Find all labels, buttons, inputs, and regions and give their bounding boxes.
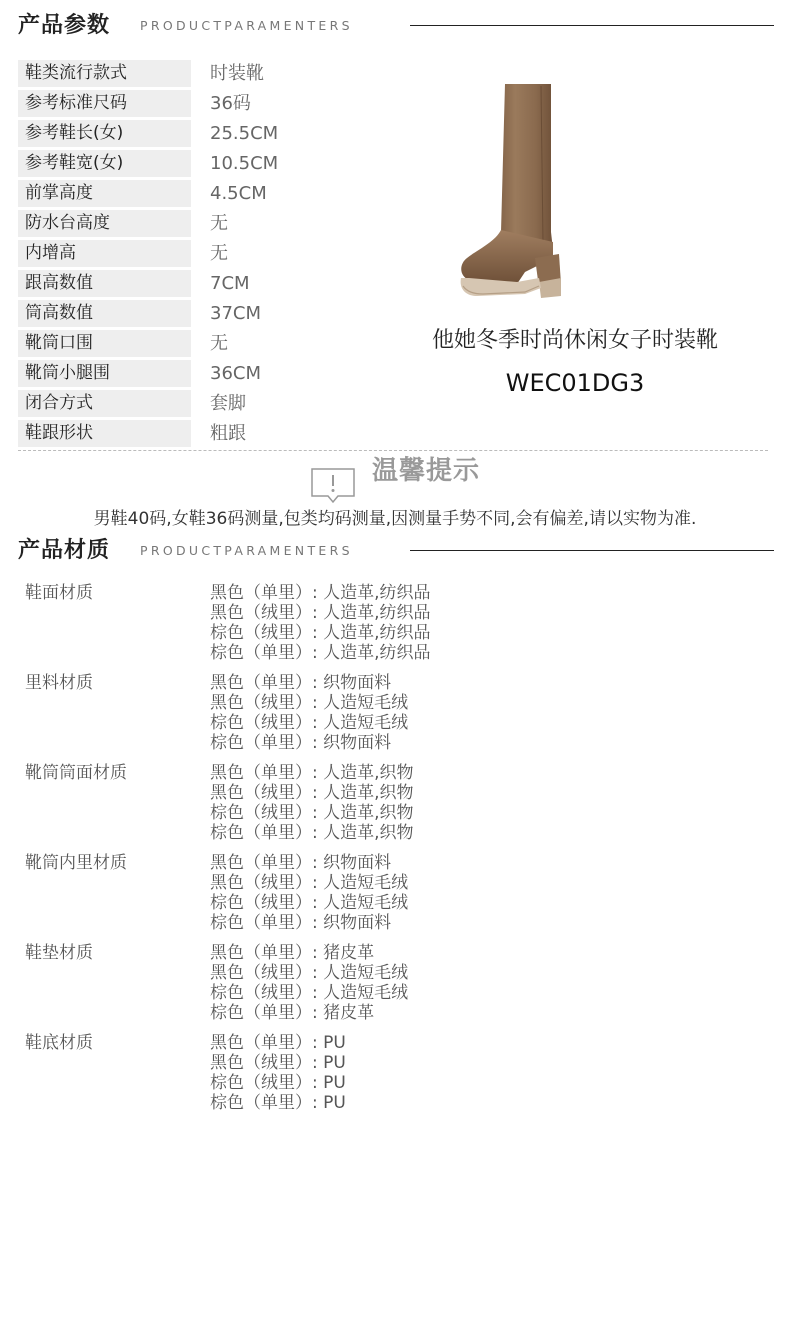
section-title: 产品材质 [18, 538, 111, 563]
param-value: 套脚 [210, 393, 246, 414]
material-line: 黑色（绒里）: 人造短毛绒 [210, 963, 409, 983]
param-label: 闭合方式 [18, 390, 191, 417]
material-line: 黑色（单里）: 人造革,织物 [210, 763, 414, 783]
param-value: 时装靴 [210, 63, 264, 84]
boot-image [455, 82, 570, 302]
param-label: 鞋跟形状 [18, 420, 191, 447]
param-value: 36CM [210, 363, 262, 384]
notice-title: 温馨提示 [372, 456, 481, 486]
material-line: 黑色（绒里）: 人造短毛绒 [210, 873, 409, 893]
section-divider [410, 550, 774, 551]
dashed-divider [18, 450, 768, 451]
notice-text: 男鞋40码,女鞋36码测量,包类均码测量,因测量手势不同,会有偏差,请以实物为准. [93, 509, 697, 529]
material-line: 黑色（绒里）: 人造短毛绒 [210, 693, 409, 713]
material-line: 黑色（绒里）: 人造革,纺织品 [210, 603, 431, 623]
param-value: 无 [210, 243, 228, 264]
param-value: 无 [210, 333, 228, 354]
param-value: 36码 [210, 93, 251, 114]
param-value: 10.5CM [210, 153, 279, 174]
param-label: 跟高数值 [18, 270, 191, 297]
param-label: 内增高 [18, 240, 191, 267]
material-line: 棕色（单里）: PU [210, 1093, 346, 1113]
param-label: 靴筒小腿围 [18, 360, 191, 387]
param-row [18, 150, 398, 177]
param-row [18, 90, 398, 117]
material-label: 里料材质 [25, 673, 93, 693]
exclamation-bubble-icon [311, 468, 355, 504]
param-value: 无 [210, 213, 228, 234]
section-title: 产品参数 [18, 13, 111, 38]
material-line: 棕色（绒里）: 人造革,纺织品 [210, 623, 431, 643]
param-label: 鞋类流行款式 [18, 60, 191, 87]
section-header-params [18, 11, 774, 41]
section-divider [410, 25, 774, 26]
material-line: 棕色（单里）: 织物面料 [210, 733, 392, 753]
material-line: 棕色（绒里）: 人造短毛绒 [210, 983, 409, 1003]
param-value: 37CM [210, 303, 262, 324]
material-label: 鞋底材质 [25, 1033, 93, 1053]
param-value: 7CM [210, 273, 250, 294]
material-line: 黑色（单里）: PU [210, 1033, 346, 1053]
material-line: 黑色（单里）: 织物面料 [210, 853, 392, 873]
material-line: 棕色（绒里）: 人造短毛绒 [210, 893, 409, 913]
section-subtitle: PRODUCTPARAMENTERS [140, 18, 353, 33]
param-row [18, 360, 398, 387]
param-row [18, 330, 398, 357]
section-header-materials [18, 536, 774, 566]
section-subtitle: PRODUCTPARAMENTERS [140, 543, 353, 558]
param-row [18, 120, 398, 147]
param-label: 防水台高度 [18, 210, 191, 237]
material-label: 靴筒内里材质 [25, 853, 127, 873]
param-row [18, 240, 398, 267]
material-line: 棕色（单里）: 人造革,织物 [210, 823, 414, 843]
param-label: 参考鞋宽(女) [18, 150, 191, 177]
material-line: 黑色（单里）: 人造革,纺织品 [210, 583, 431, 603]
material-label: 靴筒筒面材质 [25, 763, 127, 783]
param-label: 前掌高度 [18, 180, 191, 207]
material-line: 棕色（单里）: 猪皮革 [210, 1003, 375, 1023]
param-row [18, 390, 398, 417]
param-label: 筒高数值 [18, 300, 191, 327]
product-name: 他她冬季时尚休闲女子时装靴 [431, 328, 718, 353]
material-line: 棕色（单里）: 织物面料 [210, 913, 392, 933]
param-row [18, 300, 398, 327]
material-line: 棕色（绒里）: 人造短毛绒 [210, 713, 409, 733]
param-row [18, 180, 398, 207]
param-row [18, 60, 398, 87]
material-line: 棕色（单里）: 人造革,纺织品 [210, 643, 431, 663]
param-label: 参考鞋长(女) [18, 120, 191, 147]
product-code: WEC01DG3 [505, 369, 645, 397]
param-value: 粗跟 [210, 423, 246, 444]
material-line: 棕色（绒里）: 人造革,织物 [210, 803, 414, 823]
material-line: 黑色（绒里）: PU [210, 1053, 346, 1073]
material-label: 鞋垫材质 [25, 943, 93, 963]
material-line: 黑色（单里）: 织物面料 [210, 673, 392, 693]
param-label: 靴筒口围 [18, 330, 191, 357]
material-line: 黑色（单里）: 猪皮革 [210, 943, 375, 963]
param-row [18, 210, 398, 237]
param-value: 25.5CM [210, 123, 279, 144]
param-row [18, 270, 398, 297]
material-line: 黑色（绒里）: 人造革,织物 [210, 783, 414, 803]
material-line: 棕色（绒里）: PU [210, 1073, 346, 1093]
param-label: 参考标准尺码 [18, 90, 191, 117]
material-label: 鞋面材质 [25, 583, 93, 603]
param-row [18, 420, 398, 447]
param-value: 4.5CM [210, 183, 267, 204]
